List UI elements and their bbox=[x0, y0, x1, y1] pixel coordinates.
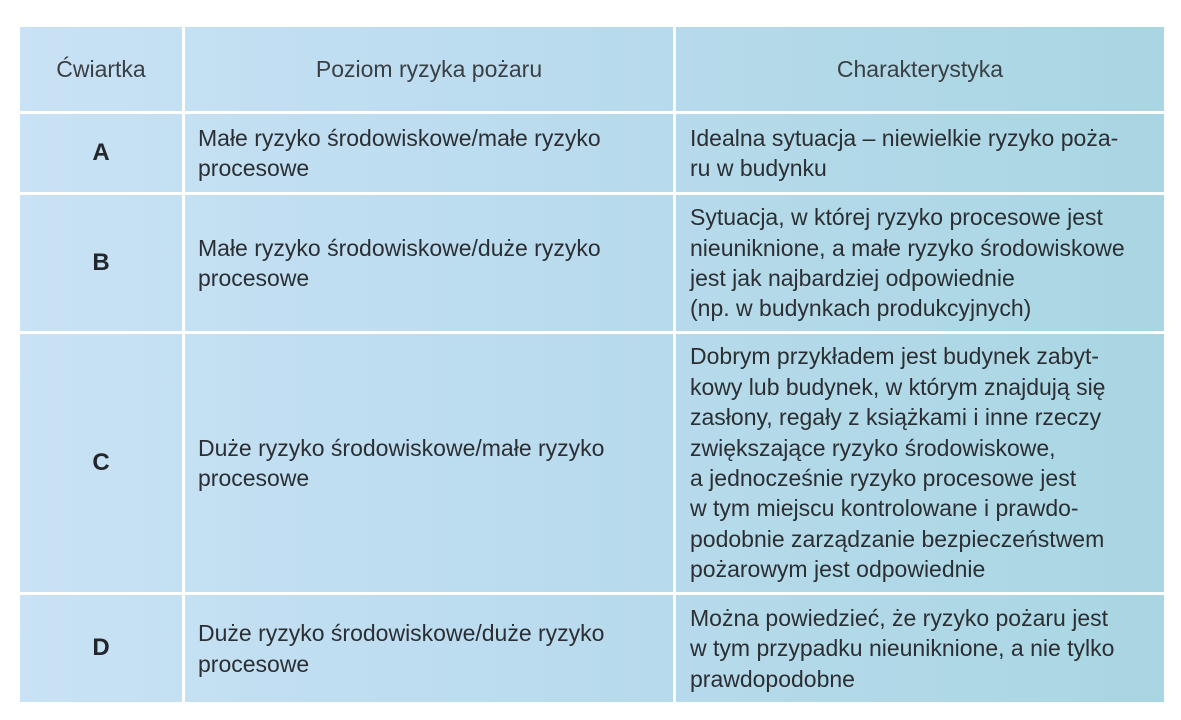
characteristics-line: prawdopodobne bbox=[690, 665, 855, 692]
fire-risk-table bbox=[17, 24, 1164, 702]
header-characteristics: Charakterystyka bbox=[675, 26, 1166, 113]
quarter-cell: B bbox=[19, 194, 184, 333]
table-row bbox=[19, 194, 1166, 333]
characteristics-line: zwiększające ryzyko środowiskowe, bbox=[690, 434, 1056, 461]
quarter-cell: A bbox=[19, 113, 184, 194]
quarter-cell: D bbox=[19, 594, 184, 704]
characteristics-line: nieuniknione, a małe ryzyko środowiskowe bbox=[690, 234, 1125, 261]
table-row bbox=[19, 594, 1166, 704]
characteristics-line: ru w budynku bbox=[690, 155, 827, 181]
table-row bbox=[19, 113, 1166, 194]
characteristics-line: zasłony, regały z książkami i inne rzeczy bbox=[690, 404, 1102, 431]
characteristics-line: Idealna sytuacja – niewielkie ryzyko poża- bbox=[690, 124, 1119, 151]
risk-matrix-table bbox=[17, 24, 1167, 705]
characteristics-line: Dobrym przykładem jest budynek zabyt- bbox=[690, 343, 1100, 370]
characteristics-cell bbox=[675, 333, 1166, 594]
risk-level-cell bbox=[184, 113, 675, 194]
characteristics-line: pożarowym jest odpowiednie bbox=[690, 556, 986, 583]
quarter-cell: C bbox=[19, 333, 184, 594]
risk-level-cell bbox=[184, 333, 675, 594]
risk-level-cell bbox=[184, 194, 675, 333]
characteristics-cell bbox=[675, 194, 1166, 333]
header-fire-risk-level: Poziom ryzyka pożaru bbox=[184, 26, 675, 113]
table-row bbox=[19, 333, 1166, 594]
characteristics-line: jest jak najbardziej odpowiednie bbox=[690, 265, 1015, 291]
risk-level-line: procesowe bbox=[198, 465, 310, 491]
risk-level-line: procesowe bbox=[198, 265, 310, 291]
characteristics-line: w tym przypadku nieuniknione, a nie tylko bbox=[690, 635, 1115, 662]
characteristics-line: (np. w budynkach produkcyjnych) bbox=[690, 295, 1032, 322]
characteristics-line: kowy lub budynek, w którym znajdują się bbox=[690, 373, 1106, 400]
table-header-row bbox=[19, 26, 1166, 113]
characteristics-line: Można powiedzieć, że ryzyko pożaru jest bbox=[690, 604, 1109, 631]
risk-level-cell bbox=[184, 594, 675, 704]
characteristics-line: Sytuacja, w której ryzyko procesowe jest bbox=[690, 204, 1103, 231]
characteristics-line: a jednocześnie ryzyko procesowe jest bbox=[690, 465, 1077, 491]
risk-level-line: Małe ryzyko środowiskowe/duże ryzyko bbox=[198, 234, 601, 261]
characteristics-cell bbox=[675, 113, 1166, 194]
characteristics-line: podobnie zarządzanie bezpieczeństwem bbox=[690, 525, 1105, 552]
header-quarter: Ćwiartka bbox=[19, 26, 184, 113]
risk-level-line: Małe ryzyko środowiskowe/małe ryzyko bbox=[198, 124, 601, 151]
risk-level-line: procesowe bbox=[198, 650, 310, 677]
risk-level-line: procesowe bbox=[198, 155, 310, 181]
risk-level-line: Duże ryzyko środowiskowe/duże ryzyko bbox=[198, 620, 605, 647]
characteristics-cell bbox=[675, 594, 1166, 704]
risk-level-line: Duże ryzyko środowiskowe/małe ryzyko bbox=[198, 434, 605, 461]
characteristics-line: w tym miejscu kontrolowane i prawdo- bbox=[690, 495, 1079, 522]
